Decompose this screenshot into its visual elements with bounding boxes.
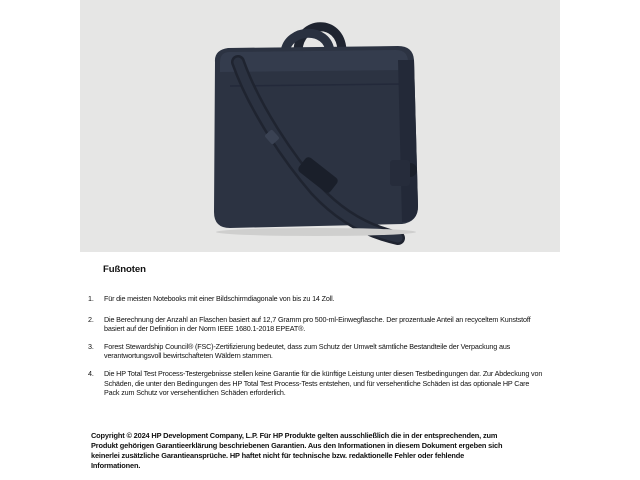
footnote-number: 2. [88,314,94,324]
copyright-notice: Copyright © 2024 HP Development Company, L.P. Für HP Produkte gelten ausschließlich die in der entsprechenden, zum Produkt gehörigen Garantieerklärung beschriebenen Garantien. Aus den Informationen in diesem Dokument ergeben sich keinerlei zusätzliche Garantieansprüche. HP haftet nicht für technische bzw. redaktionelle Fehler oder fehlende Informationen. [91,431,503,470]
footnote-text: Für die meisten Notebooks mit einer Bildschirmdiagonale von bis zu 14 Zoll. [104,294,335,303]
footnote-number: 3. [88,341,94,351]
footnote-text: Forest Stewardship Council® (FSC)-Zertifizierung bedeutet, dass zum Schutz der Umwelt sämtliche Bestandteile der Verpackung aus verantwortungsvoll bewirtschafteten Wäldern stammen. [104,341,511,361]
footnote-item [88,294,544,304]
footnotes-list [88,294,544,398]
footnote-item [88,342,544,361]
bag-top-panel [220,50,408,72]
luggage-strap [390,160,410,186]
footnote-number: 1. [88,294,94,303]
footnotes-heading: Fußnoten [103,264,146,275]
footnotes-section [0,252,640,480]
footnote-number: 4. [88,368,94,378]
product-image-panel [80,0,560,252]
footnote-text: Die HP Total Test Process-Testergebnisse stellen keine Garantie für die künftige Leistung unter diesen Testbedingungen dar. Zur Abdeckung von Schäden, die unter den Bedingungen des HP Total Test Process-Tests entstehen, und für versehentliche Schäden ist das optionale HP Care Pack zum Schutz vor versehentlichen Schäden erforderlich. [104,368,543,398]
footnote-text: Die Berechnung der Anzahl an Flaschen basiert auf 12,7 Gramm pro 500-ml-Einwegflasche. Der prozentuale Anteil an recyceltem Kunststoff basiert auf der Definition in der Norm IEEE 1680.1-2018 EPEAT®. [104,314,531,334]
bag-shadow [216,228,416,236]
footnote-item [88,369,544,398]
footnote-item [88,315,544,334]
laptop-bag-image [80,0,560,252]
